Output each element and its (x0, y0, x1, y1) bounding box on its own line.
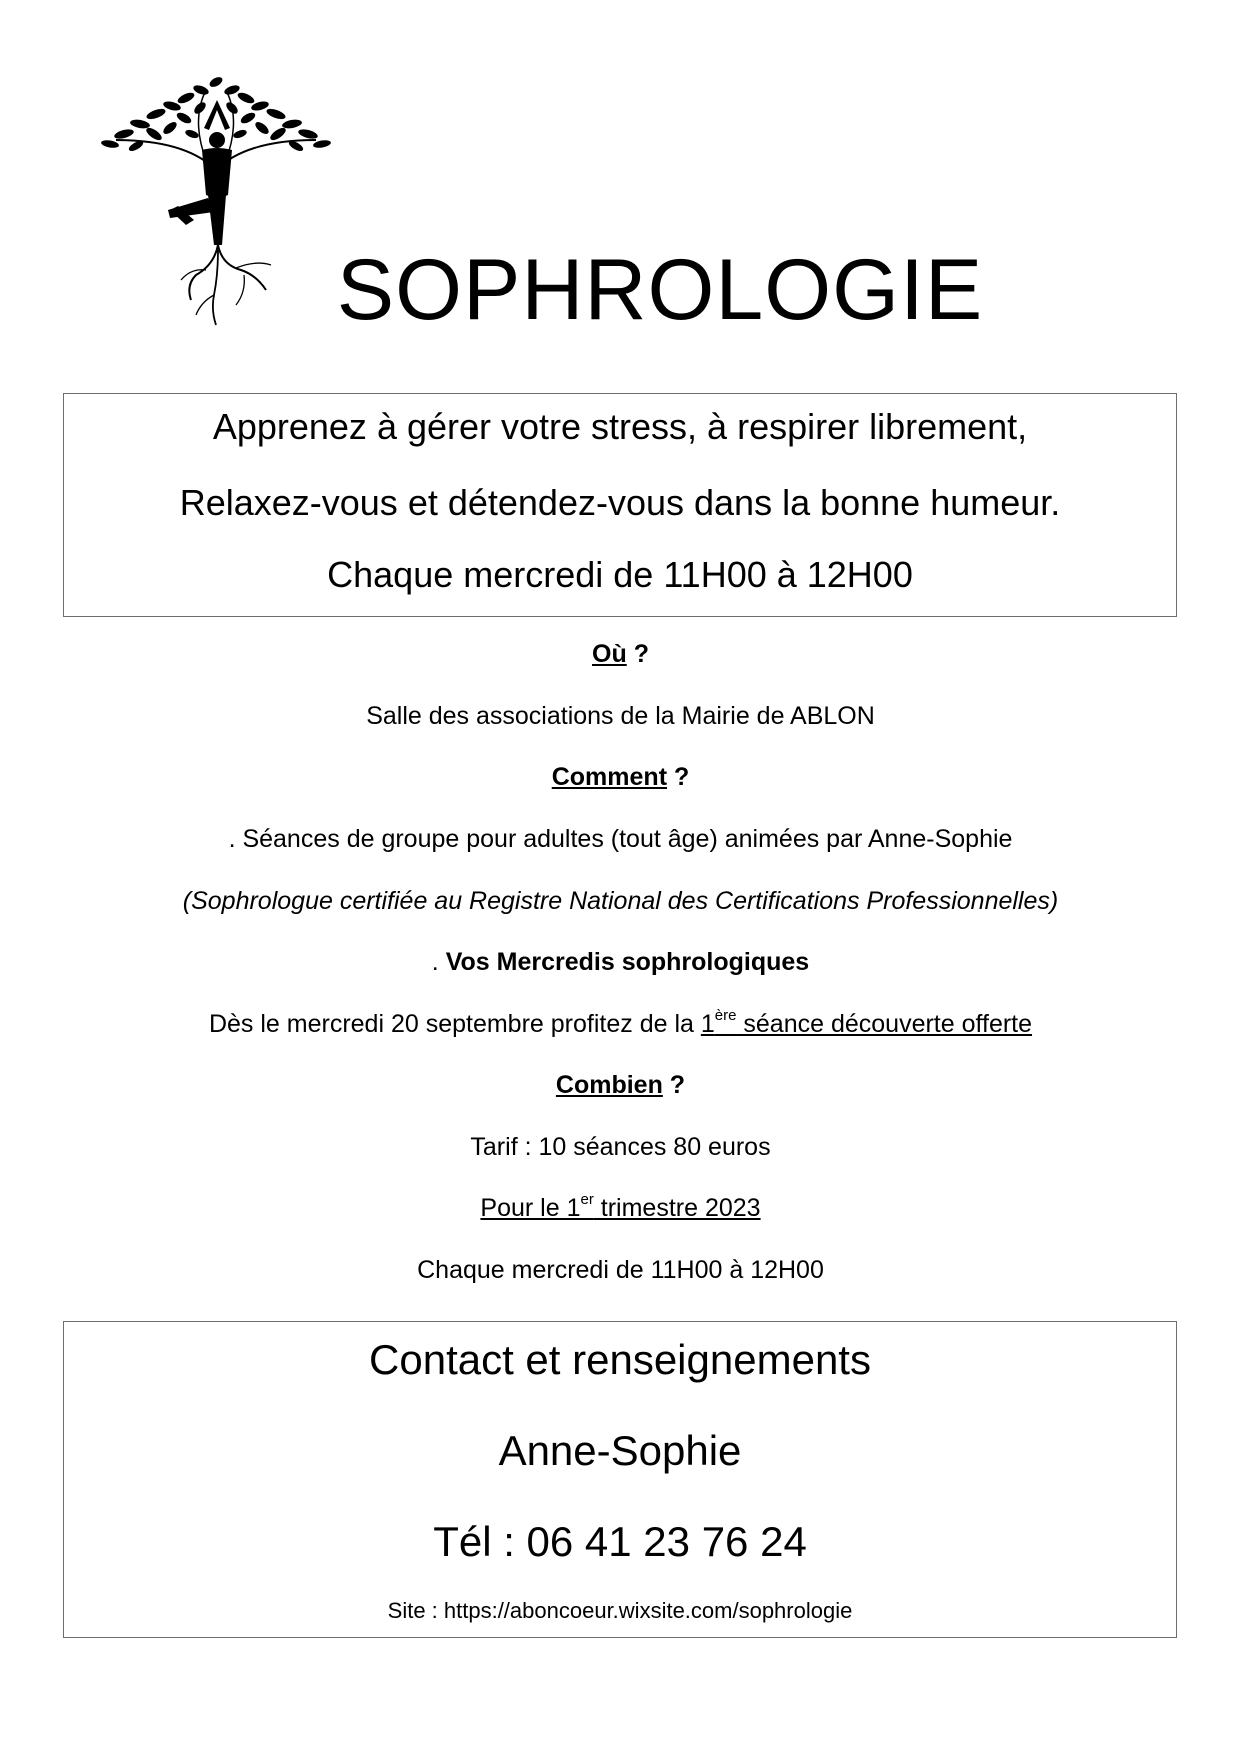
mercredis-line (0, 948, 1241, 977)
contact-heading: Contact et renseignements (369, 1336, 871, 1383)
offer-suffix: séance découverte offerte (736, 1010, 1033, 1038)
contact-phone[interactable]: Tél : 06 41 23 76 24 (433, 1518, 807, 1565)
term-prefix: Pour le 1 (480, 1194, 581, 1222)
offer-highlight (700, 1007, 1033, 1038)
term-suffix: trimestre 2023 (593, 1194, 761, 1222)
term-text (480, 1191, 761, 1222)
where-heading (0, 640, 1241, 669)
term-line (0, 1191, 1241, 1223)
offer-num: 1 (700, 1010, 715, 1038)
price-heading (0, 1071, 1241, 1100)
certification-text: (Sophrologue certifiée au Registre National des Certifications Professionnelles) (182, 887, 1059, 915)
term-sup: er (580, 1191, 594, 1208)
offer-sup: ère (714, 1007, 737, 1024)
intro-box (63, 393, 1177, 617)
offer-prefix: Dès le mercredi 20 septembre profitez de la (208, 1010, 701, 1038)
price-heading-label: Combien (555, 1071, 663, 1099)
how-text: . Séances de groupe pour adultes (tout âge) animées par Anne-Sophie (228, 825, 1013, 853)
where-text: Salle des associations de la Mairie de ABLON (366, 702, 875, 730)
how-heading (0, 763, 1241, 792)
how-heading-mark: ? (667, 763, 690, 791)
where-heading-label: Où (592, 640, 627, 668)
price-heading-mark: ? (662, 1071, 686, 1099)
intro-line-2: Relaxez-vous et détendez-vous dans la bonne humeur. (179, 482, 1061, 523)
how-heading-label: Comment (551, 763, 668, 791)
price-text: Tarif : 10 séances 80 euros (470, 1133, 771, 1161)
mercredis-dot: . (431, 948, 446, 976)
where-heading-mark: ? (626, 640, 649, 668)
contact-box (63, 1321, 1177, 1638)
mercredis-label: Vos Mercredis sophrologiques (445, 948, 810, 976)
schedule-text: Chaque mercredi de 11H00 à 12H00 (417, 1256, 824, 1284)
intro-line-3: Chaque mercredi de 11H00 à 12H00 (327, 554, 913, 595)
contact-site-link[interactable]: Site : https://aboncoeur.wixsite.com/sophrologie (387, 1598, 853, 1623)
offer-line (0, 1007, 1241, 1039)
contact-name: Anne-Sophie (498, 1427, 742, 1474)
page-title: SOPHROLOGIE (336, 242, 984, 338)
intro-line-1: Apprenez à gérer votre stress, à respirer librement, (212, 406, 1028, 447)
